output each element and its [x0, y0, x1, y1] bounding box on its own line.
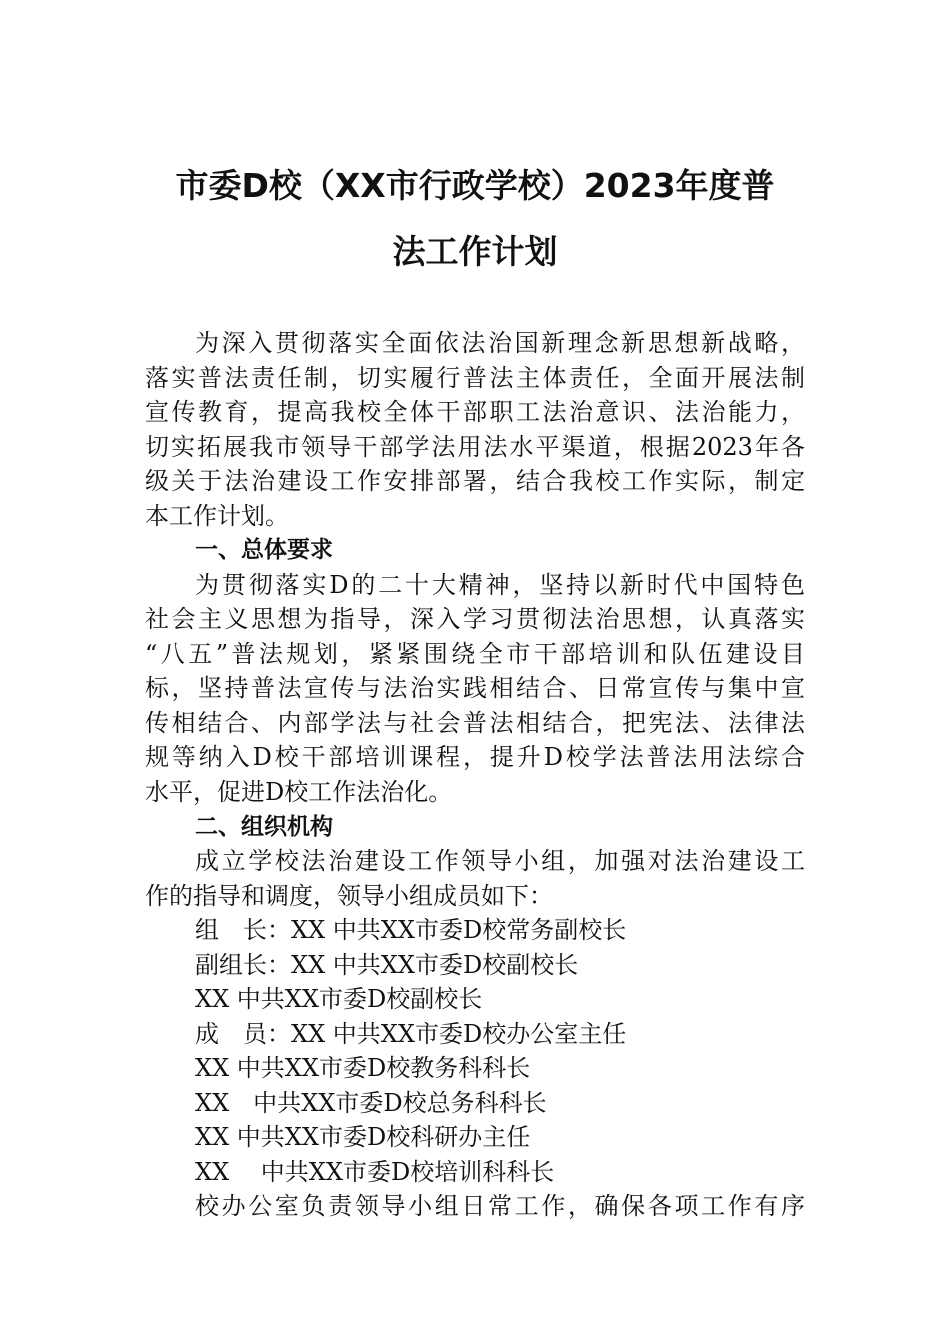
section1-line: 水平，促进D校工作法治化。: [145, 778, 453, 806]
member-item-member: 成 员：XX 中共XX市委D校办公室主任: [195, 1020, 627, 1048]
closing-line: 校办公室负责领导小组日常工作，确保各项工作有序: [195, 1192, 805, 1220]
intro-line: 级关于法治建设工作安排部署，结合我校工作实际，制定: [145, 467, 805, 495]
member-item-member: XX 中共XX市委D校总务科科长: [195, 1089, 547, 1117]
section-heading-general-requirements: 一、总体要求: [195, 537, 333, 563]
member-item-member: XX 中共XX市委D校科研办主任: [195, 1123, 531, 1151]
intro-line: 宣传教育，提高我校全体干部职工法治意识、法治能力，: [145, 398, 805, 426]
intro-line: 为深入贯彻落实全面依法治国新理念新思想新战略，: [195, 329, 805, 357]
section1-line: 传相结合、内部学法与社会普法相结合，把宪法、法律法: [145, 709, 805, 737]
section1-line: 社会主义思想为指导，深入学习贯彻法治思想，认真落实: [145, 605, 805, 633]
section2-line: 成立学校法治建设工作领导小组，加强对法治建设工: [195, 847, 805, 875]
member-item-member: XX 中共XX市委D校培训科科长: [195, 1158, 555, 1186]
member-item-member: XX 中共XX市委D校教务科科长: [195, 1054, 531, 1082]
section1-line: 标，坚持普法宣传与法治实践相结合、日常宣传与集中宣: [145, 674, 805, 702]
section2-line: 作的指导和调度，领导小组成员如下：: [145, 882, 553, 910]
intro-line: 本工作计划。: [145, 502, 289, 530]
member-item-deputy-leader-2: XX 中共XX市委D校副校长: [195, 985, 483, 1013]
document-title-line-2: 法工作计划: [392, 232, 558, 271]
section1-line: 规等纳入D校干部培训课程，提升D校学法普法用法综合: [145, 743, 805, 771]
intro-line: 切实拓展我市领导干部学法用法水平渠道，根据2023年各: [145, 433, 805, 461]
section1-line: 为贯彻落实D的二十大精神，坚持以新时代中国特色: [195, 571, 805, 599]
intro-line: 落实普法责任制，切实履行普法主体责任，全面开展法制: [145, 364, 805, 392]
section-heading-organization: 二、组织机构: [195, 814, 333, 840]
member-item-leader: 组 长：XX 中共XX市委D校常务副校长: [195, 916, 627, 944]
section1-line: “八五”普法规划，紧紧围绕全市干部培训和队伍建设目: [145, 640, 805, 668]
document-title-line-1: 市委D校（XX市行政学校）2023年度普: [175, 166, 775, 205]
member-item-deputy-leader: 副组长：XX 中共XX市委D校副校长: [195, 951, 579, 979]
